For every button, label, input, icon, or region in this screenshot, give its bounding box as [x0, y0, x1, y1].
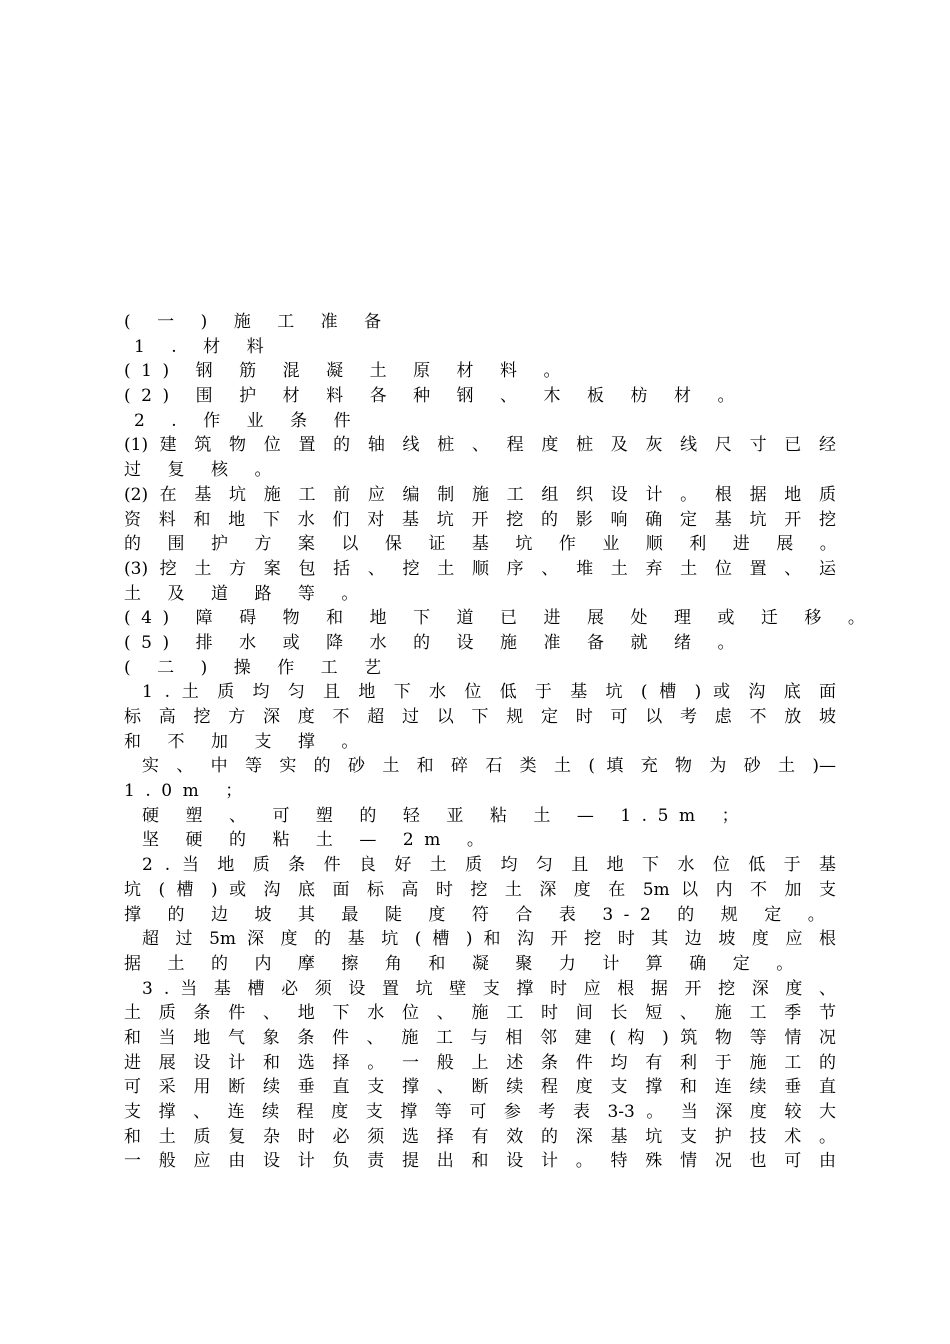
paragraph-line: 坚 硬 的 粘 土 — 2m 。 [142, 830, 495, 851]
section-heading-preparation: ( 一 ) 施 工 准 备 [124, 312, 392, 332]
paragraph-line: (3) 挖 土 方 案 包 括 、 挖 土 顺 序 、 堆 土 弃 土 位 置 、 运 [124, 558, 836, 579]
paragraph-line: 1 . 土 质 均 匀 且 地 下 水 位 低 于 基 坑 ( 槽 ) 或 沟 底 面 [142, 682, 836, 703]
list-item: (2) 围 护 材 料 各 种 钢 、 木 板 枋 材 。 [124, 386, 745, 407]
paragraph-line: 一 般 应 由 设 计 负 责 提 出 和 设 计 。 特 殊 情 况 也 可 由 [124, 1151, 836, 1172]
paragraph-line: 标 高 挖 方 深 度 不 超 过 以 下 规 定 时 可 以 考 虑 不 放 坡 [124, 707, 836, 727]
paragraph-line: 超 过 5m 深 度 的 基 坑 ( 槽 ) 和 沟 开 挖 时 其 边 坡 度 应 根 [142, 929, 836, 950]
paragraph-line: (2) 在 基 坑 施 工 前 应 编 制 施 工 组 织 设 计 。 根 据 地 质 [124, 484, 836, 505]
list-item: (4) 障 碍 物 和 地 下 道 已 进 展 处 理 或 迁 移 。 [124, 608, 876, 629]
paragraph-line: 资 料 和 地 下 水 们 对 基 坑 开 挖 的 影 响 确 定 基 坑 开 挖 [124, 509, 836, 530]
paragraph-line: 土 及 道 路 等 。 [124, 583, 369, 604]
paragraph-line: 撑 的 边 坡 其 最 陡 度 符 合 表 3-2 的 规 定 。 [124, 904, 836, 925]
paragraph-line: 实 、 中 等 实 的 砂 土 和 碎 石 类 土 ( 填 充 物 为 砂 土 )— [142, 756, 836, 777]
paragraph-line: 过 复 核 。 [124, 460, 282, 481]
paragraph-line: 可 采 用 断 续 垂 直 支 撑 、 断 续 程 度 支 撑 和 连 续 垂 直 [124, 1077, 836, 1098]
paragraph-line: 硬 塑 、 可 塑 的 轻 亚 粘 土 — 1.5m ； [142, 805, 750, 826]
paragraph-line: 和 不 加 支 撑 。 [124, 731, 369, 752]
paragraph-line: 据 土 的 内 摩 擦 角 和 凝 聚 力 计 算 确 定 。 [124, 953, 804, 974]
paragraph-line: 支 撑 、 连 续 程 度 支 撑 等 可 参 考 表 3-3 。 当 深 度 较 大 [124, 1102, 836, 1122]
paragraph-line: 3 . 当 基 槽 必 须 设 置 坑 壁 支 撑 时 应 根 据 开 挖 深 度 、 [142, 978, 836, 999]
paragraph-line: 土 质 条 件 、 地 下 水 位 、 施 工 时 间 长 短 、 施 工 季 节 [124, 1003, 836, 1024]
paragraph-line: 和 土 质 复 杂 时 必 须 选 择 有 效 的 深 基 坑 支 护 技 术 。 [124, 1126, 836, 1147]
section-heading-operation: ( 二 ) 操 作 工 艺 [124, 657, 392, 678]
subheading-work-conditions: 2 . 作 业 条 件 [134, 410, 362, 431]
list-item: (5) 排 水 或 降 水 的 设 施 准 备 就 绪 。 [124, 632, 745, 653]
paragraph-line: 2 . 当 地 质 条 件 良 好 土 质 均 匀 且 地 下 水 位 低 于 基 [142, 855, 836, 876]
list-item: (1) 钢 筋 混 凝 土 原 材 料 。 [124, 361, 572, 382]
paragraph-line: 1.0m ； [124, 781, 253, 802]
paragraph-line: (1) 建 筑 物 位 置 的 轴 线 桩 、 程 度 桩 及 灰 线 尺 寸 已 经 [124, 435, 836, 456]
paragraph-line: 的 围 护 方 案 以 保 证 基 坑 作 业 顺 利 进 展 。 [124, 534, 848, 555]
paragraph-line: 进 展 设 计 和 选 择 。 一 般 上 述 条 件 均 有 利 于 施 工 的 [124, 1052, 836, 1073]
document-body [124, 310, 876, 1174]
paragraph-line: 和 当 地 气 象 条 件 、 施 工 与 相 邻 建 ( 构 ) 筑 物 等 情 况 [124, 1027, 836, 1048]
paragraph-line: 坑 ( 槽 ) 或 沟 底 面 标 高 时 挖 土 深 度 在 5m 以 内 不 加 支 [124, 879, 836, 900]
subheading-materials: 1 . 材 料 [134, 336, 275, 357]
